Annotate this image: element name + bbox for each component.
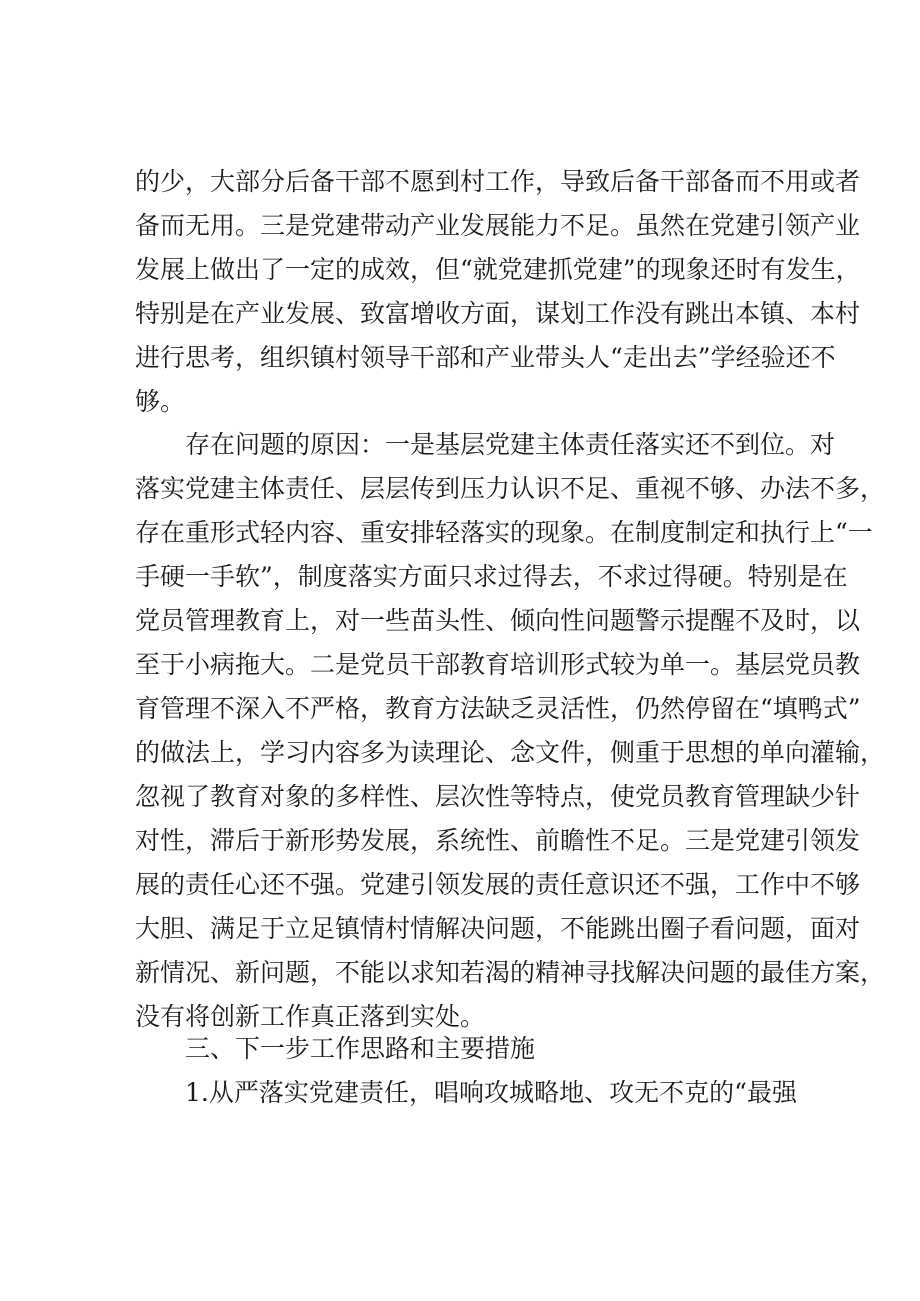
paragraph-continued (135, 160, 861, 424)
text-line: 的做法上，学习内容多为读理论、念文件，侧重于思想的单向灌输， (135, 738, 886, 767)
text-line: 进行思考，组织镇村领导干部和产业带头人“走出去”学经验还不 (135, 343, 836, 372)
text-line: 忽视了教育对象的多样性、层次性等特点，使党员教育管理缺少针 (135, 782, 861, 811)
text-line: 党员管理教育上，对一些苗头性、倾向性问题警示提醒不及时，以 (135, 606, 861, 635)
section-heading-block (135, 1027, 797, 1071)
item-1-text: 1.从严落实党建责任，唱响攻城略地、攻无不克的“最强 (185, 1078, 797, 1107)
text-line: 的少，大部分后备干部不愿到村工作，导致后备干部备而不用或者 (135, 167, 861, 196)
text-line: 至于小病拖大。二是党员干部教育培训形式较为单一。基层党员教 (135, 650, 861, 679)
text-line: 对性，滞后于新形势发展，系统性、前瞻性不足。三是党建引领发 (135, 826, 861, 855)
text-line: 特别是在产业发展、致富增收方面，谋划工作没有跳出本镇、本村 (135, 299, 861, 328)
item-1-block (135, 1071, 797, 1115)
paragraph-causes (135, 423, 886, 1039)
text-line: 新情况、新问题，不能以求知若渴的精神寻找解决问题的最佳方案， (135, 958, 886, 987)
text-line: 展的责任心还不强。党建引领发展的责任意识还不强，工作中不够 (135, 870, 861, 899)
text-line: 大胆、满足于立足镇情村情解决问题，不能跳出圈子看问题，面对 (135, 914, 861, 943)
text-line: 落实党建主体责任、层层传到压力认识不足、重视不够、办法不多， (135, 474, 886, 503)
text-line: 没有将创新工作真正落到实处。 (135, 1002, 486, 1031)
section-heading: 三、下一步工作思路和主要措施 (185, 1034, 536, 1063)
text-line: 备而无用。三是党建带动产业发展能力不足。虽然在党建引领产业 (135, 211, 861, 240)
text-line: 育管理不深入不严格，教育方法缺乏灵活性，仍然停留在“填鸭式” (135, 694, 861, 723)
text-line: 够。 (135, 387, 186, 416)
text-line: 发展上做出了一定的成效，但“就党建抓党建”的现象还时有发生， (135, 255, 861, 284)
text-line: 手硬一手软”，制度落实方面只求过得去，不求过得硬。特别是在 (135, 562, 848, 591)
text-line: 存在重形式轻内容、重安排轻落实的现象。在制度制定和执行上“一 (135, 518, 873, 547)
text-line: 存在问题的原因：一是基层党建主体责任落实还不到位。对 (185, 430, 836, 459)
